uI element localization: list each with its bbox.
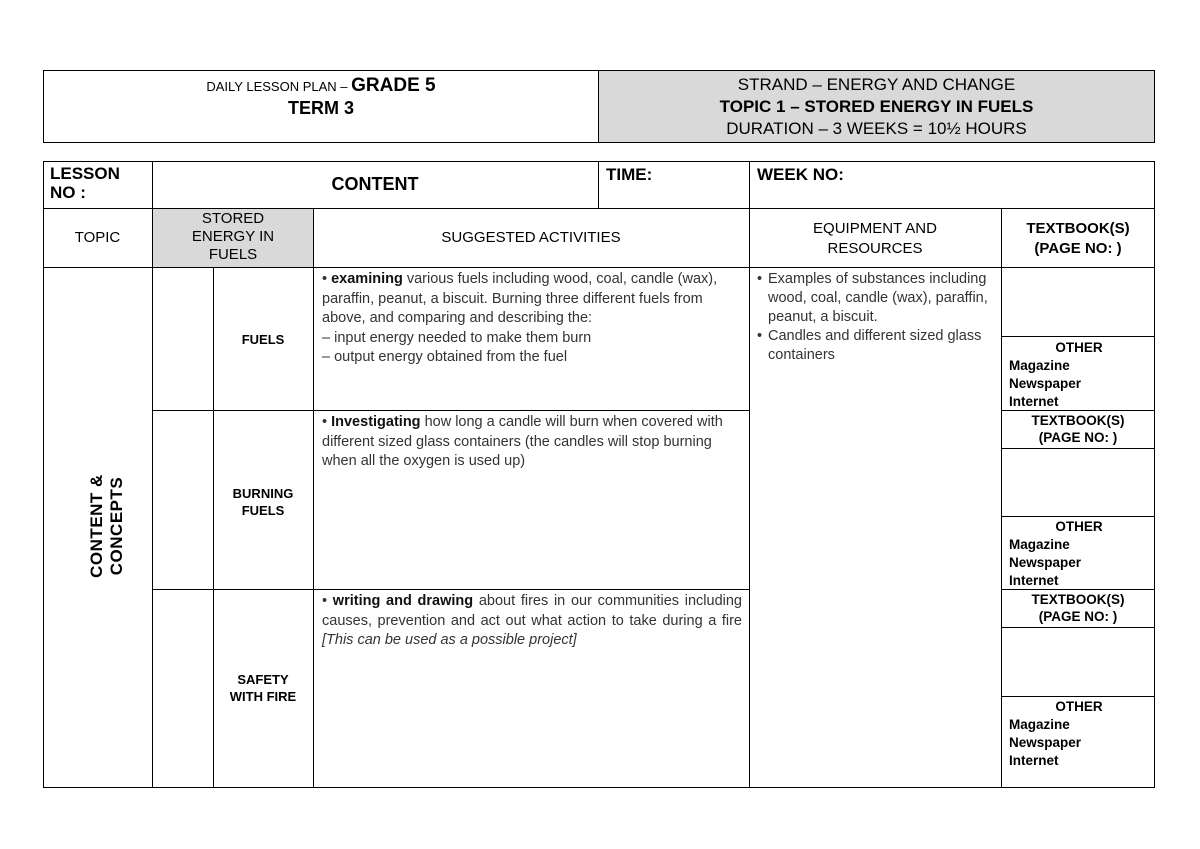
- other-item-magazine: Magazine: [1009, 358, 1070, 373]
- other-block-2: [1009, 518, 1149, 590]
- week-no-label: WEEK NO:: [757, 165, 844, 184]
- time-label: TIME:: [606, 165, 653, 184]
- activity-safety-text: about fires in our communities including causes, prevention and act out what action to take during a fire: [322, 593, 742, 629]
- header-strand: STRAND – ENERGY AND CHANGE: [737, 75, 1016, 94]
- textbook-block-2: TEXTBOOK(S) (PAGE NO: ): [1031, 413, 1125, 445]
- resources-list: • Examples of substances including wood, coal, candle (wax), paraffin, peanut, a biscuit. • Candles and different sized glass containers: [757, 271, 988, 363]
- other-item-newspaper: Newspaper: [1009, 376, 1082, 391]
- other-title: OTHER: [1055, 340, 1103, 355]
- other-item-magazine: Magazine: [1009, 537, 1070, 552]
- other-item-newspaper: Newspaper: [1009, 735, 1082, 750]
- textbook-header: TEXTBOOK(S) (PAGE NO: ): [1026, 220, 1130, 257]
- header-topic: TOPIC 1 – STORED ENERGY IN FUELS: [719, 97, 1034, 116]
- activity-fuels-line1: – input energy needed to make them burn: [322, 329, 592, 346]
- other-title: OTHER: [1055, 519, 1103, 534]
- header-right: [598, 70, 1155, 143]
- suggested-activities-header: SUGGESTED ACTIVITIES: [441, 229, 621, 246]
- concept-safety-with-fire: SAFETY WITH FIRE: [229, 672, 297, 704]
- activity-fuels-keyword: examining: [331, 271, 403, 287]
- header-left: [43, 70, 599, 143]
- other-item-internet: Internet: [1009, 573, 1059, 588]
- activity-burning-keyword: Investigating: [331, 414, 421, 430]
- concept-fuels: FUELS: [241, 332, 285, 347]
- activity-burning: • Investigating how long a candle will burn when covered with different sized glass containers (the candles will stop burning when all the oxygen is used up): [322, 414, 723, 469]
- content-label: CONTENT: [331, 174, 419, 194]
- content-concepts-label: CONTENT & CONCEPTS: [87, 474, 126, 578]
- activity-safety-keyword: writing and drawing: [332, 593, 474, 609]
- other-block-1: [1009, 339, 1149, 411]
- header-duration: DURATION – 3 WEEKS = 10½ HOURS: [726, 119, 1027, 138]
- header-plan-label: DAILY LESSON PLAN: [206, 79, 337, 94]
- header-dash: –: [336, 79, 352, 94]
- other-title: OTHER: [1055, 699, 1103, 714]
- activity-fuels: • examining various fuels including wood, coal, candle (wax), paraffin, peanut, a biscuit. Burning three different fuels from above, and comparing and describing the: – input energy needed to make them burn – output energy obtained from the fuel: [322, 270, 744, 368]
- other-item-magazine: Magazine: [1009, 717, 1070, 732]
- textbook-block-3: TEXTBOOK(S) (PAGE NO: ): [1031, 592, 1125, 624]
- activity-fuels-text: various fuels including wood, coal, candle (wax), paraffin, peanut, a biscuit. Burning three different fuels from above, and comparing and describing the:: [322, 271, 718, 326]
- header-grade: GRADE 5: [351, 75, 436, 96]
- topic-label: TOPIC: [74, 229, 121, 246]
- header-term: TERM 3: [287, 98, 354, 118]
- activity-safety: • writing and drawing about fires in our communities including causes, prevention and act out what action to take during a fire [This can be used as a possible project]: [322, 593, 742, 648]
- activity-safety-note: [This can be used as a possible project]: [322, 632, 577, 648]
- resource-item: Candles and different sized glass containers: [768, 328, 982, 363]
- other-item-internet: Internet: [1009, 753, 1059, 768]
- other-item-newspaper: Newspaper: [1009, 555, 1082, 570]
- resource-item: Examples of substances including wood, coal, candle (wax), paraffin, peanut, a biscuit.: [768, 271, 988, 325]
- lesson-no-label: LESSON NO :: [50, 164, 120, 202]
- concept-burning-fuels: BURNING FUELS: [232, 486, 294, 518]
- other-item-internet: Internet: [1009, 394, 1059, 409]
- topic-value: STORED ENERGY IN FUELS: [153, 209, 313, 267]
- equipment-header: EQUIPMENT AND RESOURCES: [813, 220, 937, 257]
- other-block-3: [1009, 698, 1149, 770]
- activity-fuels-line2: – output energy obtained from the fuel: [322, 349, 568, 365]
- activity-burning-text: how long a candle will burn when covered with different sized glass containers (the candles will stop burning when all the oxygen is used up): [322, 414, 723, 469]
